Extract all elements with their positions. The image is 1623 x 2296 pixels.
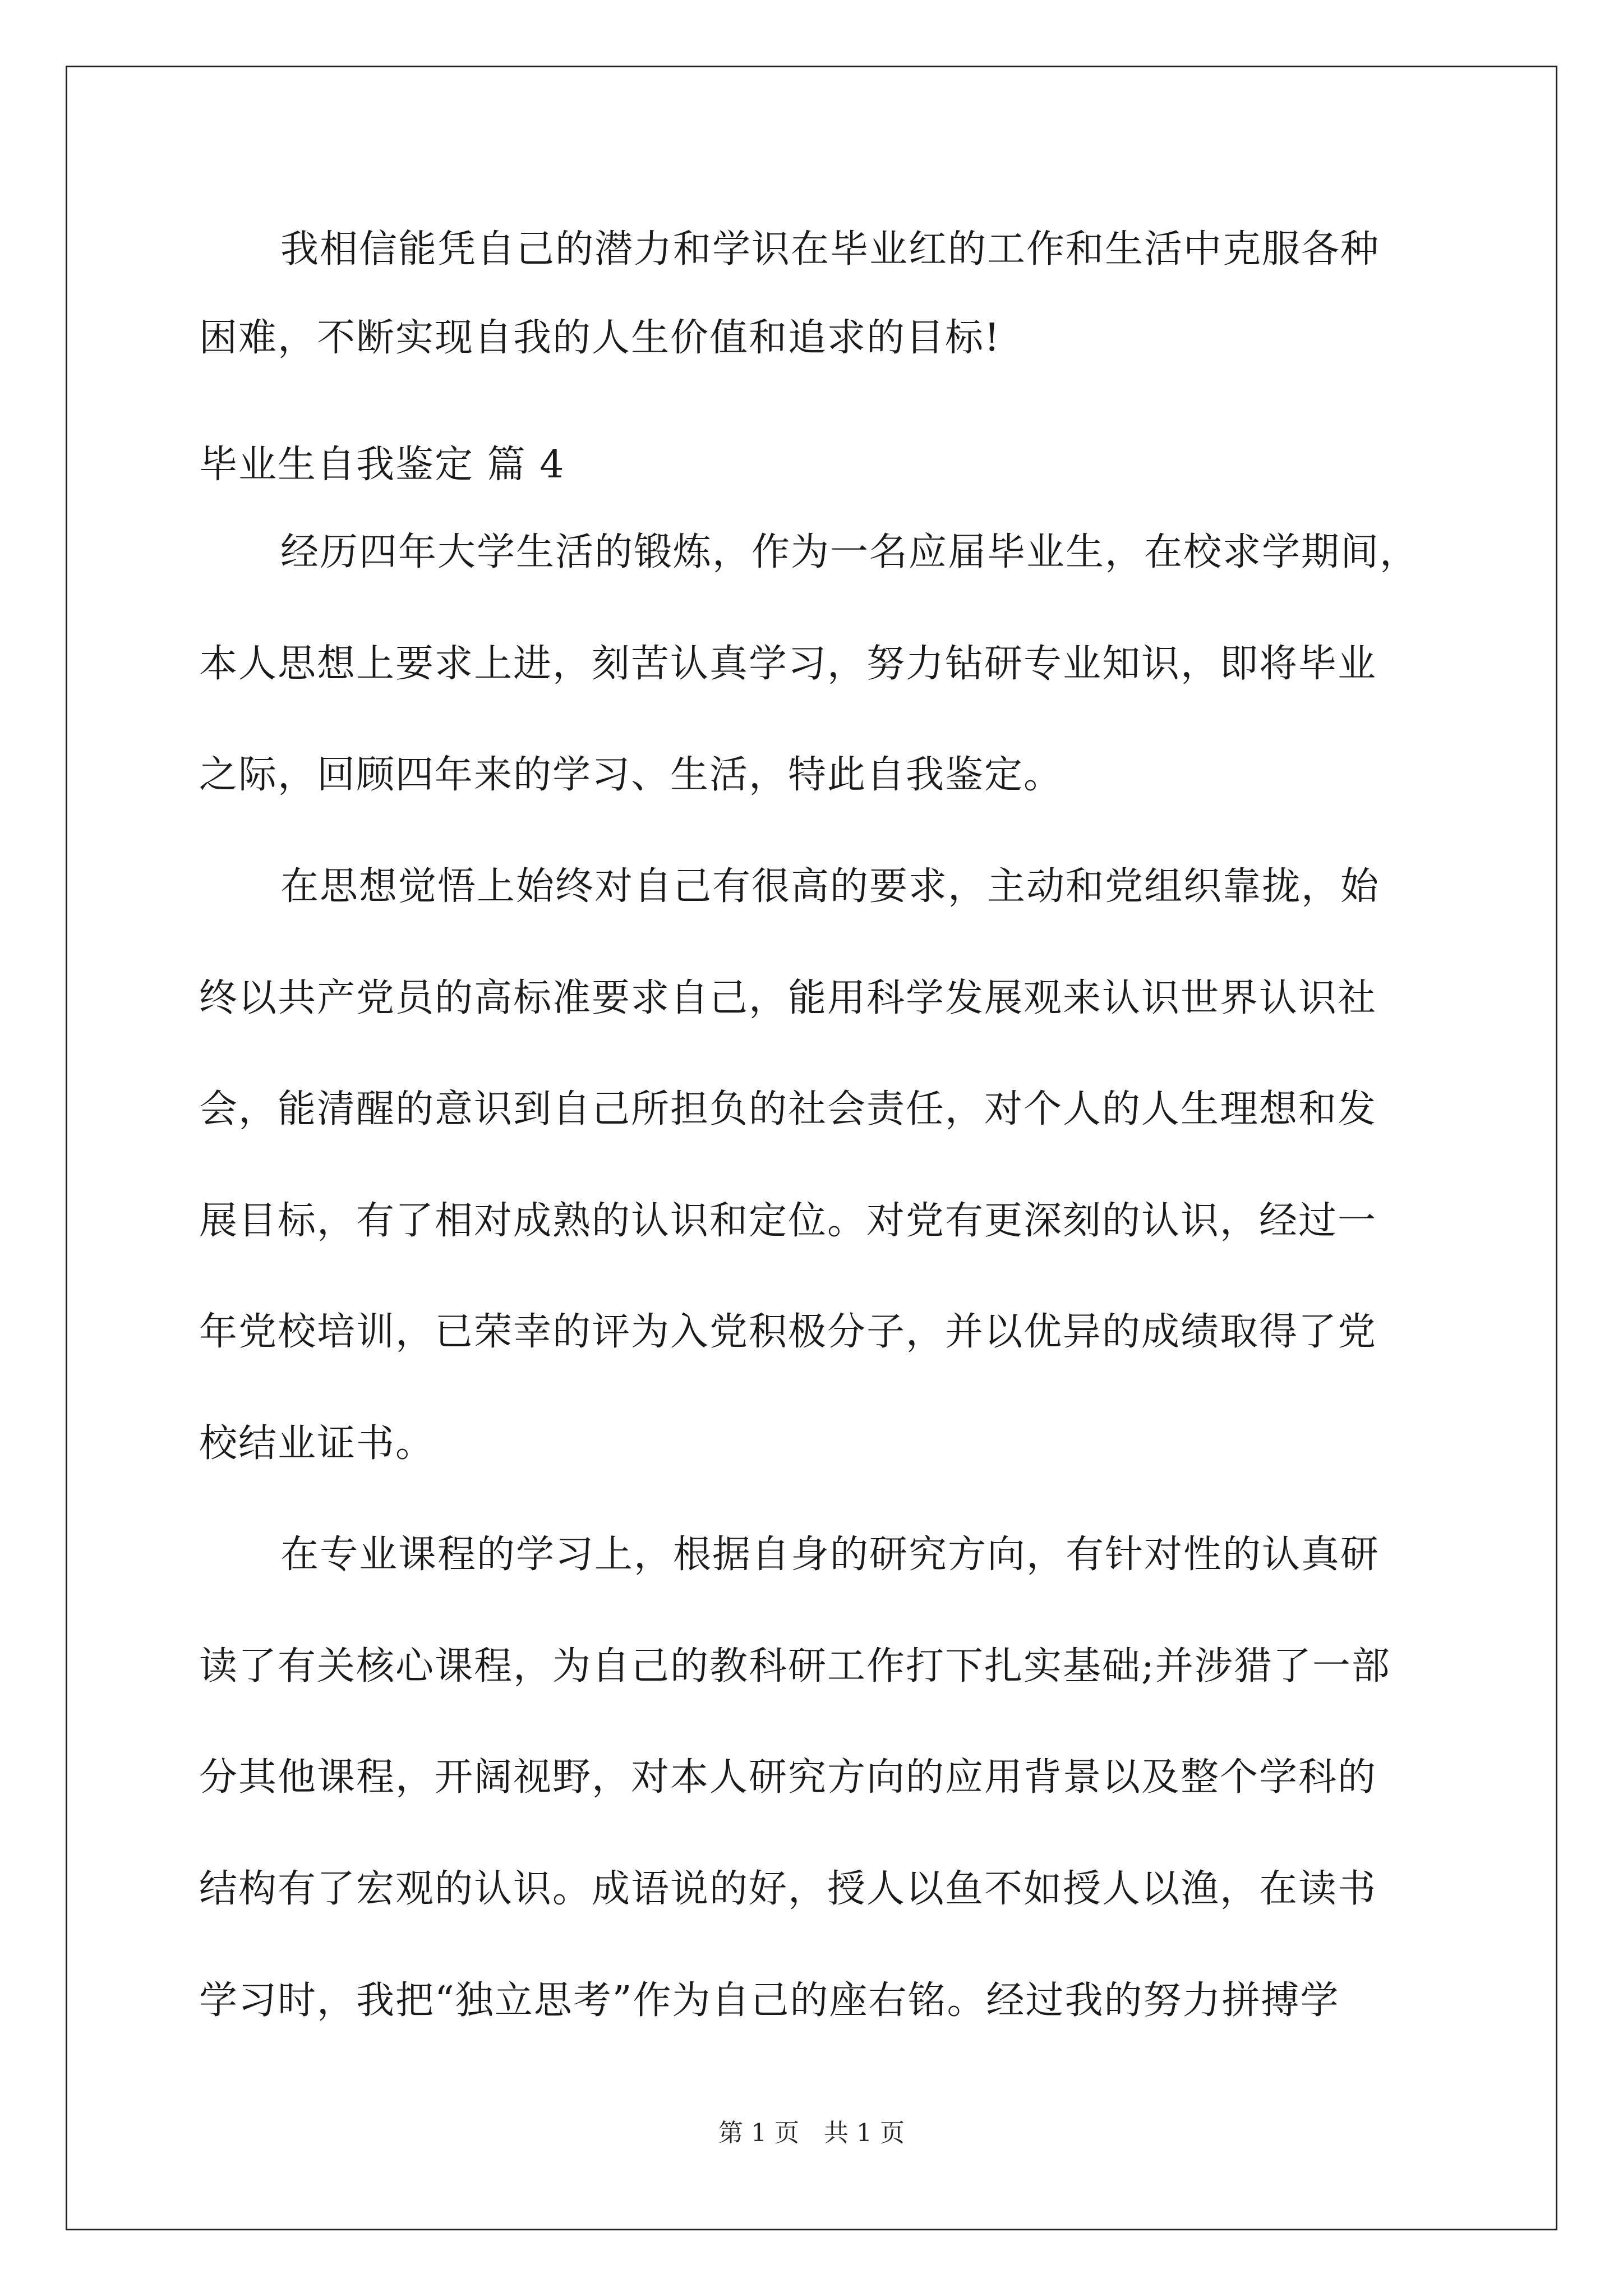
paragraph-3-line-4: 展目标，有了相对成熟的认识和定位。对党有更深刻的认识，经过一	[199, 1199, 1377, 1243]
paragraph-1-line-2: 困难，不断实现自我的人生价值和追求的目标!	[199, 316, 1001, 360]
paragraph-1-line-1: 我相信能凭自己的潜力和学识在毕业红的工作和生活中克服各种	[280, 227, 1380, 272]
paragraph-3-line-1: 在思想觉悟上始终对自己有很高的要求，主动和党组织靠拢，始	[280, 864, 1380, 909]
paragraph-4-line-4: 结构有了宏观的认识。成语说的好，授人以鱼不如授人以渔，在读书	[199, 1867, 1377, 1911]
paragraph-4-line-1: 在专业课程的学习上，根据自身的研究方向，有针对性的认真研	[280, 1533, 1380, 1577]
paragraph-3-line-6: 校结业证书。	[199, 1421, 435, 1466]
paragraph-4-line-3: 分其他课程，开阔视野，对本人研究方向的应用背景以及整个学科的	[199, 1755, 1377, 1800]
paragraph-2-line-1: 经历四年大学生活的锻炼，作为一名应届毕业生，在校求学期间，	[280, 530, 1419, 574]
page-number-footer: 第 1 页 共 1 页	[718, 2119, 905, 2147]
paragraph-4-line-5: 学习时，我把“独立思考”作为自己的座右铭。经过我的努力拼搏学	[199, 1978, 1340, 2023]
paragraph-2-line-3: 之际，回顾四年来的学习、生活，特此自我鉴定。	[199, 753, 1063, 797]
paragraph-3-line-2: 终以共产党员的高标准要求自己，能用科学发展观来认识世界认识社	[199, 976, 1377, 1020]
paragraph-4-line-2: 读了有关核心课程，为自己的教科研工作打下扎实基础;并涉猎了一部	[199, 1644, 1391, 1688]
paragraph-3-line-3: 会，能清醒的意识到自己所担负的社会责任，对个人的人生理想和发	[199, 1087, 1377, 1131]
section-heading: 毕业生自我鉴定 篇 4	[199, 443, 565, 487]
paragraph-3-line-5: 年党校培训，已荣幸的评为入党积极分子，并以优异的成绩取得了党	[199, 1310, 1377, 1354]
paragraph-2-line-2: 本人思想上要求上进，刻苦认真学习，努力钻研专业知识，即将毕业	[199, 642, 1377, 686]
